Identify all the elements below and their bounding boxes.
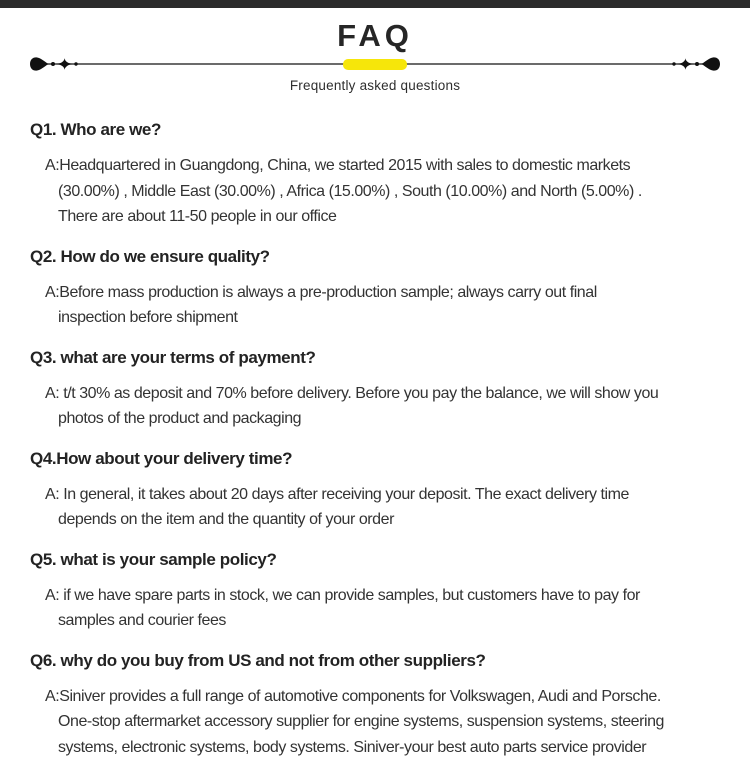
faq-question: Q1. Who are we? [30, 119, 730, 141]
faq-list [0, 93, 750, 760]
faq-answer-line: systems, electronic systems, body systems. Siniver-your best auto parts service provider [30, 735, 730, 760]
faq-answer [30, 684, 730, 760]
faq-question: Q6. why do you buy from US and not from other suppliers? [30, 650, 730, 672]
faq-question: Q3. what are your terms of payment? [30, 347, 730, 369]
faq-answer-line: (30.00%) , Middle East (30.00%) , Africa (15.00%) , South (10.00%) and North (5.00%) . [30, 179, 730, 205]
faq-header [0, 18, 750, 93]
faq-question: Q4.How about your delivery time? [30, 448, 730, 470]
faq-answer-line: A:Headquartered in Guangdong, China, we started 2015 with sales to domestic markets [30, 153, 730, 179]
faq-item [30, 246, 730, 331]
top-bar [0, 0, 750, 8]
faq-question: Q2. How do we ensure quality? [30, 246, 730, 268]
faq-answer-line: photos of the product and packaging [30, 406, 730, 432]
faq-answer-line: There are about 11-50 people in our office [30, 204, 730, 230]
faq-item [30, 347, 730, 432]
faq-answer [30, 583, 730, 634]
divider [0, 52, 750, 76]
faq-answer-line: inspection before shipment [30, 305, 730, 331]
faq-answer-line: A: t/t 30% as deposit and 70% before delivery. Before you pay the balance, we will show you [30, 381, 730, 407]
faq-answer-line: One-stop aftermarket accessory supplier for engine systems, suspension systems, steering [30, 709, 730, 735]
faq-answer-line: A:Before mass production is always a pre-production sample; always carry out final [30, 280, 730, 306]
faq-item [30, 549, 730, 634]
faq-answer [30, 482, 730, 533]
faq-answer [30, 280, 730, 331]
faq-item [30, 448, 730, 533]
faq-answer-line: A: if we have spare parts in stock, we can provide samples, but customers have to pay for [30, 583, 730, 609]
faq-answer-line: depends on the item and the quantity of your order [30, 507, 730, 533]
faq-item [30, 119, 730, 230]
faq-answer [30, 153, 730, 230]
faq-item [30, 650, 730, 760]
faq-answer [30, 381, 730, 432]
title-highlight-bar [343, 59, 407, 70]
page-title: FAQ [0, 18, 750, 54]
faq-answer-line: samples and courier fees [30, 608, 730, 634]
faq-answer-line: A: In general, it takes about 20 days after receiving your deposit. The exact delivery time [30, 482, 730, 508]
faq-answer-line: A:Siniver provides a full range of automotive components for Volkswagen, Audi and Porsche. [30, 684, 730, 710]
page-subtitle: Frequently asked questions [0, 78, 750, 93]
faq-question: Q5. what is your sample policy? [30, 549, 730, 571]
